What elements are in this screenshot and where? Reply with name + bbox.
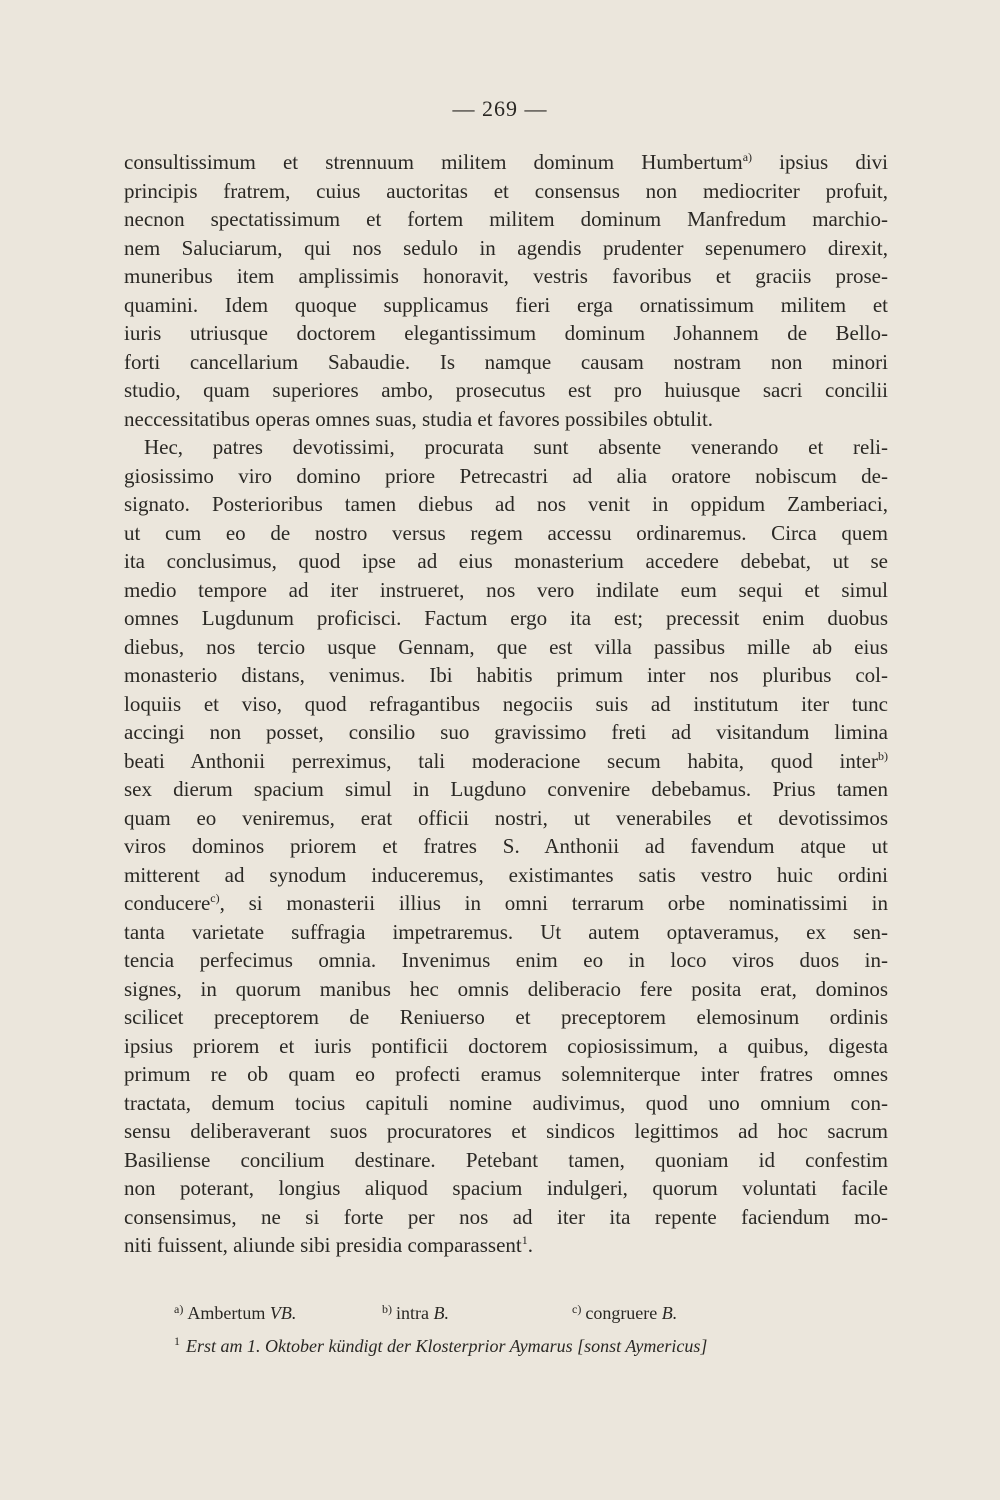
text-line: accingi non posset, consilio suo gravissimo freti ad visitandum limina [124,720,888,744]
text-line: nem Saluciarum, qui nos sedulo in agendis prudenter sepenumero direxit, [124,235,888,260]
text-line: principis fratrem, cuius auctoritas et consensus non mediocriter profuit, [124,178,888,203]
text-line: Basiliense concilium destinare. Petebant tamen, quoniam id confestim [124,1147,888,1172]
text-line: quam eo veniremus, erat officii nostri, ut venerabiles et devotissimos [124,805,888,830]
text-line: forti cancellarium Sabaudie. Is namque causam nostram non minori [124,349,888,374]
text-line: giosissimo viro domino priore Petrecastri ad alia oratore nobiscum de- [124,463,888,488]
text-line: signes, in quorum manibus hec omnis deliberacio fere posita erat, dominos [124,976,888,1001]
text-line: consensimus, ne si forte per nos ad iter ita repente faciendum mo- [124,1204,888,1229]
text-line: omnes Lugdunum proficisci. Factum ergo ita est; precessit enim duobus [124,606,888,630]
text-line: muneribus item amplissimis honoravit, vestris favoribus et graciis prose- [124,264,888,288]
text-line: Hec, patres devotissimi, procurata sunt absente venerando et reli- [144,435,888,459]
text-line: studio, quam superiores ambo, prosecutus est pro huiusque sacri concilii [124,378,888,402]
footnote-a: $^{a)}$ Ambertum VB. [174,1302,297,1323]
text-line: tanta varietate suffragia impetraremus. Ut autem optaveramus, ex sen- [124,919,888,944]
text-line: conducere$^{c)}$, si monasterii illius in omni terrarum orbe nominatissimi in [124,891,888,915]
text-line: consultissimum et strennuum militem dominum Humbertum$^{a)}$ ipsius divi [124,150,888,174]
text-line: primum re ob quam eo profecti eramus solemniterque inter fratres omnes [124,1062,888,1086]
text-line: loquiis et viso, quod refragantibus negociis suis ad institutum iter tunc [124,691,888,716]
footnote-c: $^{c)}$ congruere B. [572,1302,678,1323]
text-line: sensu deliberaverant suos procuratores et sindicos legittimos ad hoc sacrum [124,1119,888,1143]
text-line: ipsius priorem et iuris pontificii doctorem copiosissimum, a quibus, digesta [124,1033,888,1058]
text-line: tractata, demum tocius capituli nomine audivimus, quod uno omnium con- [124,1090,888,1115]
footnote-mark-1: 1 [521,1233,528,1247]
footnote-1: $^1$ Erst am 1. Oktober kündigt der Klosterprior Aymarus [sonst Aymericus] [174,1334,708,1356]
text-line: sex dierum spacium simul in Lugduno convenire debebamus. Prius tamen [124,777,888,801]
body-text [124,148,888,1260]
footnote-b: $^{b)}$ intra B. [382,1302,449,1323]
text-line: neccessitatibus operas omnes suas, studia et favores possibiles obtulit. [124,406,714,431]
page-number: — 269 — [452,96,548,121]
footnote-mark-c: c) [210,891,220,905]
text-line: necnon spectatissimum et fortem militem dominum Manfredum marchio- [124,207,888,231]
text-line: viros dominos priorem et fratres S. Anthonii ad favendum atque ut [124,834,888,858]
text-line: diebus, nos tercio usque Gennam, que est villa passibus mille ab eius [124,634,888,659]
text-line: beati Anthonii perreximus, tali moderacione secum habita, quod inter$^{b)}$ [124,748,888,773]
text-line: niti fuissent, aliunde sibi presidia comparassent$^1$. [124,1233,533,1257]
text-line: ita conclusimus, quod ipse ad eius monasterium accedere debebat, ut se [124,549,888,573]
text-line: tencia perfecimus omnia. Invenimus enim eo in loco viros duos in- [124,948,888,972]
text-line: mitterent ad synodum induceremus, existimantes satis vestro huic ordini [124,862,888,887]
text-line: ut cum eo de nostro versus regem accessu ordinaremus. Circa quem [124,520,888,545]
text-line: scilicet preceptorem de Reniuerso et preceptorem elemosinum ordinis [124,1005,888,1029]
text-line: medio tempore ad iter instrueret, nos vero indilate eum sequi et simul [124,577,888,602]
text-line: quamini. Idem quoque supplicamus fieri erga ornatissimum militem et [124,292,888,317]
footnote-mark-a: a) [742,150,753,164]
text-line: monasterio distans, venimus. Ibi habitis primum inter nos pluribus col- [124,663,888,687]
text-line: signato. Posterioribus tamen diebus ad nos venit in oppidum Zamberiaci, [124,492,888,516]
text-line: non poterant, longius aliquod spacium indulgeri, quorum voluntati facile [124,1176,888,1200]
text-line: iuris utriusque doctorem elegantissimum dominum Johannem de Bello- [124,321,888,345]
footnote-mark-b: b) [878,748,888,763]
